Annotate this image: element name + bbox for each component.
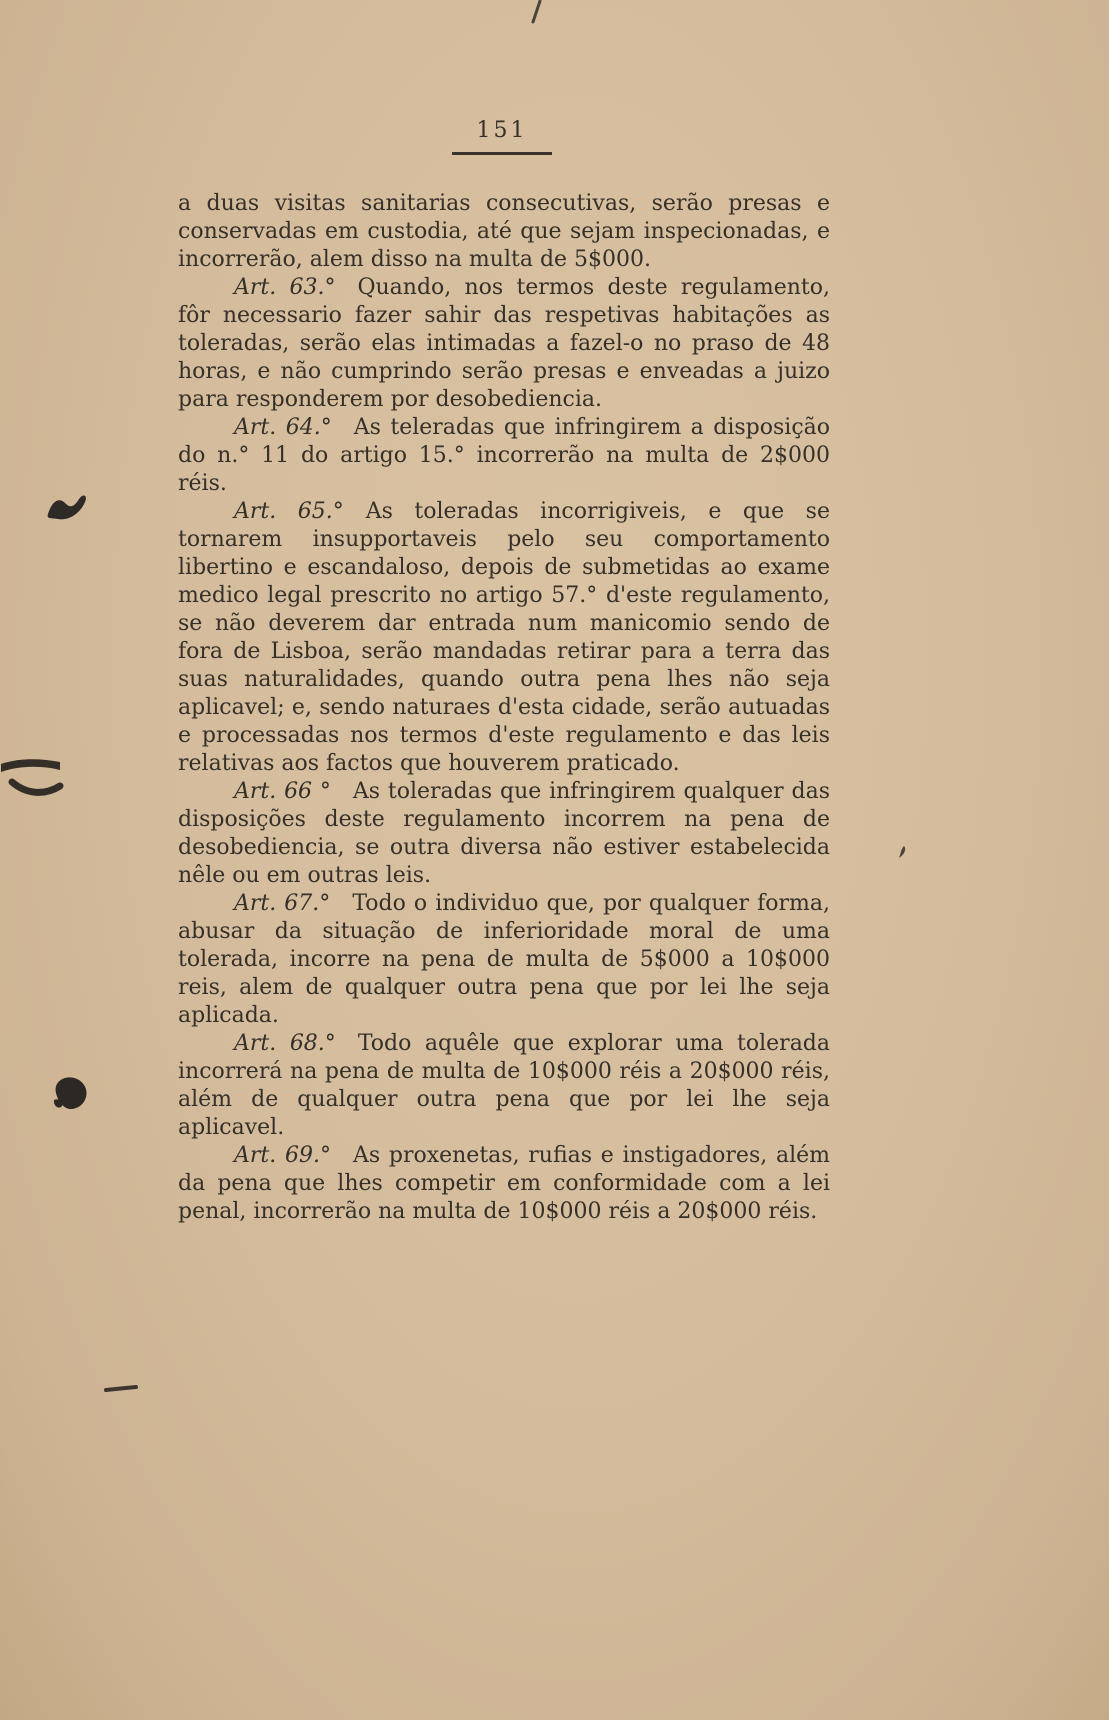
article-label: Art. 63.° — [234, 275, 336, 300]
paragraph-text: As teleradas que infringirem a disposição do n.° 11 do artigo 15.° incorrerão na multa de 2$000 réis. — [178, 415, 831, 496]
article-label: Art. 65.° — [234, 499, 344, 524]
article-label: Art. 68.° — [234, 1031, 336, 1056]
paragraph-text: As proxenetas, rufias e instigadores, além da pena que lhes competir em conformidade com a lei penal, incorrerão na multa de 10$000 réis a 20$000 réis. — [178, 1143, 830, 1224]
paragraph-text: As toleradas incorrigiveis, e que se tornarem insupportaveis pelo seu comportamento libertino e escandaloso, depois de submetidas ao exame medico legal prescrito no artigo 57.° d'este regulamento, se não deverem dar entrada num manicomio sendo de fora de Lisboa, serão mandadas retirar para a terra das suas naturalidades, quando outra pena lhes não seja aplicavel; e, sendo naturaes d'esta cidade, serão autuadas e processadas nos termos d'este regulamento e das leis relativas aos factos que houverem praticado. — [178, 499, 830, 776]
paragraph — [178, 498, 830, 778]
paragraph-text: Quando, nos termos deste regulamento, fôr necessario fazer sahir das respetivas habitações as toleradas, serão elas intimadas a fazel-o no praso de 48 horas, e não cumprindo serão presas e enveadas a juizo para responderem por desobediencia. — [178, 275, 831, 412]
article-label: Art. 67.° — [234, 891, 331, 916]
text-block — [178, 190, 830, 1226]
article-label: Art. 69.° — [234, 1143, 331, 1168]
ink-smudge-icon — [50, 1072, 92, 1112]
paragraph — [178, 890, 830, 1030]
scratch-mark-icon — [528, 0, 544, 24]
paragraph — [178, 1030, 830, 1142]
page-number: 151 — [452, 118, 552, 155]
dash-mark-icon — [104, 1384, 138, 1394]
article-label: Art. 66 ° — [234, 779, 331, 804]
paragraph — [178, 1142, 830, 1226]
paragraph — [178, 414, 830, 498]
paragraph-text: As toleradas que infringirem qualquer das disposições deste regulamento incorrem na pena de desobediencia, se outra diversa não estiver estabelecida nêle ou em outras leis. — [178, 779, 830, 888]
article-label: Art. 64.° — [234, 415, 332, 440]
paragraph — [178, 274, 830, 414]
paragraph-text: a duas visitas sanitarias consecutivas, serão presas e conservadas em custodia, até que sejam inspecionadas, e incorrerão, alem disso na multa de 5$000. — [178, 191, 830, 272]
paragraph — [178, 778, 830, 890]
paragraph-text: Todo o individuo que, por qualquer forma, abusar da situação de inferioridade moral de uma tolerada, incorre na pena de multa de 5$000 a 10$000 reis, alem de qualquer outra pena que por lei lhe seja aplicada. — [178, 891, 831, 1028]
ink-smudge-icon — [44, 488, 90, 524]
speck-mark-icon — [896, 844, 908, 860]
paragraph-text: Todo aquêle que explorar uma tolerada incorrerá na pena de multa de 10$000 réis a 20$000 réis, além de qualquer outra pena que por lei lhe seja aplicavel. — [178, 1031, 831, 1140]
paragraph — [178, 190, 830, 274]
ink-arrow-icon — [0, 748, 64, 802]
